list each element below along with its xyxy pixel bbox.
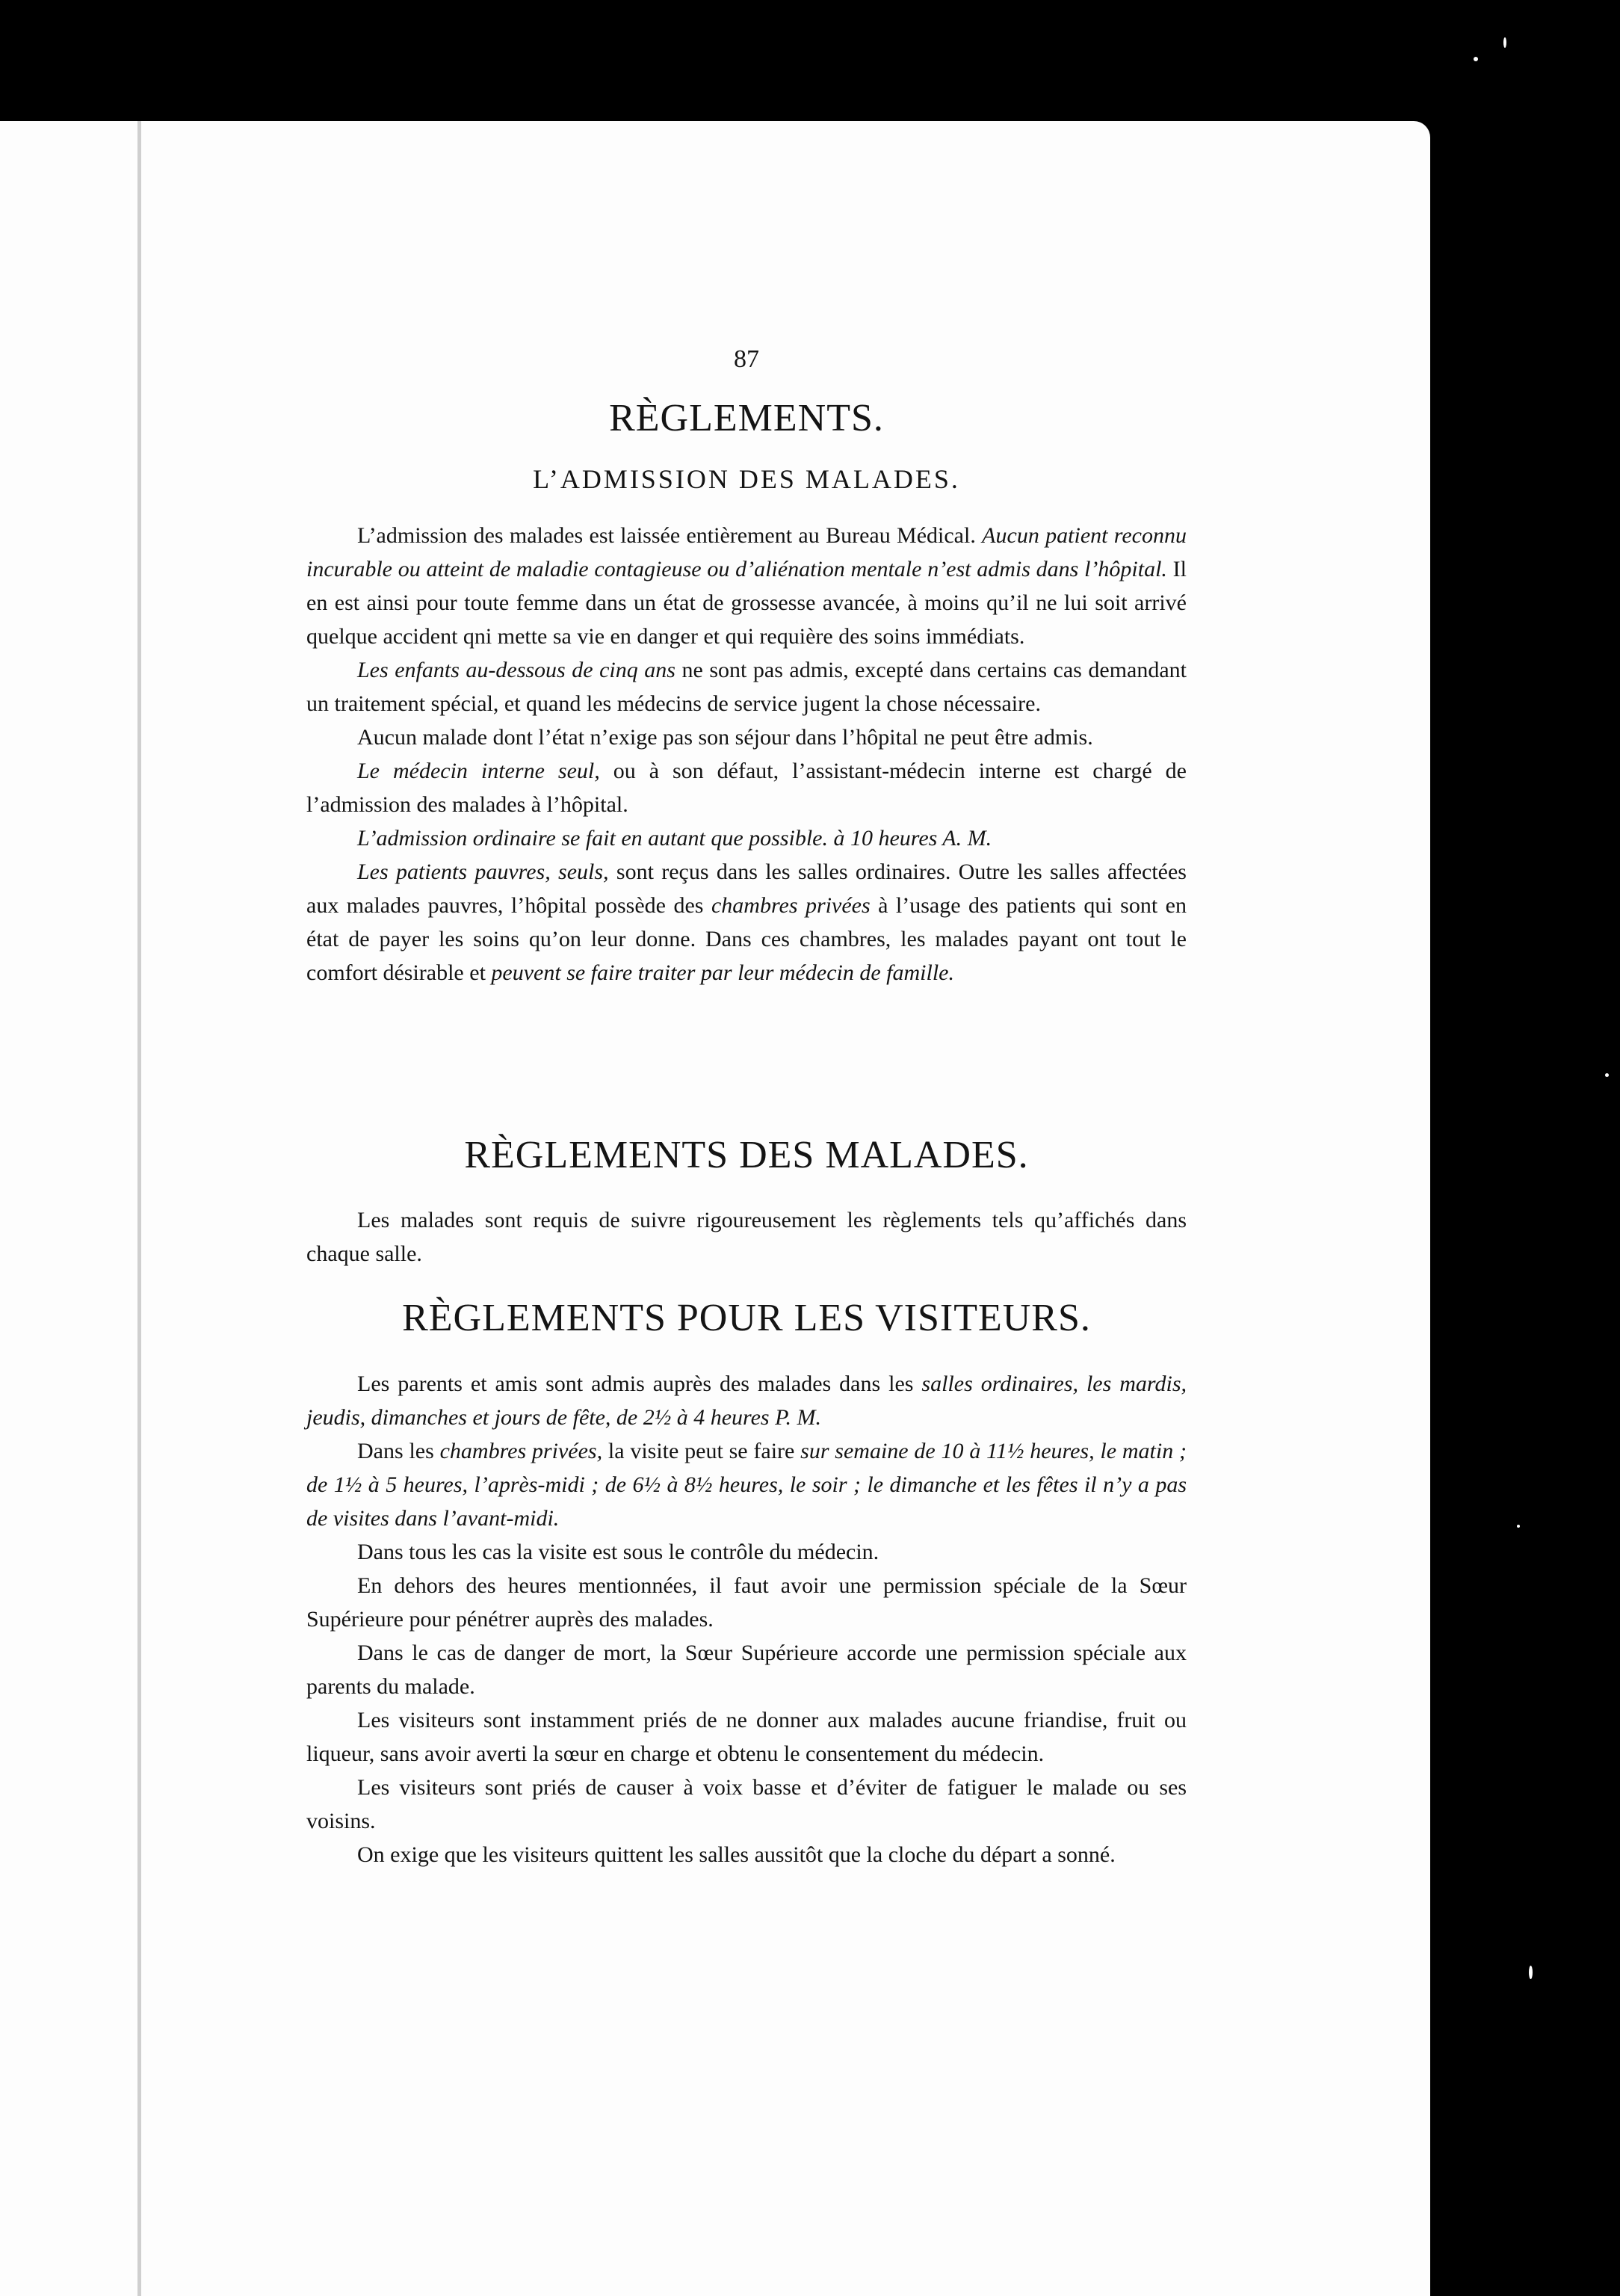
paragraph — [306, 1367, 1187, 1434]
text-run: Les parents et amis sont admis auprès des malades dans les — [357, 1371, 922, 1396]
paragraph — [306, 1434, 1187, 1535]
italic-run: sur semaine de 10 à 11½ heures, le matin ; de 1½ à 5 heures, l’après-midi ; de 6½ à 8½ heures, le soir ; le dimanche et les fêtes il n’y a pas de visites dans l’avant-midi. — [306, 1439, 1187, 1531]
scan-speck — [1503, 37, 1506, 48]
section-heading-visiteurs: RÈGLEMENTS POUR LES VISITEURS. — [402, 1297, 1091, 1339]
text-run: Les visiteurs sont instamment priés de ne donner aux malades aucune friandise, fruit ou liqueur, sans avoir averti la sœur en charge et obtenu le consentement du médecin. — [306, 1708, 1187, 1766]
text-run: Il en est ainsi pour toute femme dans un état de grossesse avancée, à moins qu’il ne lui soit arrivé quelque accident qni mette sa vie en danger et qui requière des soins immédiats. — [306, 557, 1187, 649]
text-run: Les visiteurs sont priés de causer à voix basse et d’éviter de fatiguer le malade ou ses voisins. — [306, 1775, 1187, 1833]
text-run: Dans tous les cas la visite est sous le contrôle du médecin. — [357, 1540, 879, 1564]
page-gutter-line — [137, 121, 141, 2296]
text-run: Les malades sont requis de suivre rigoureusement les règlements tels qu’affichés dans chaque salle. — [306, 1208, 1187, 1266]
italic-run: salles ordinaires, les mardis, jeudis, dimanches et jours de fête, de 2½ à 4 heures P. M. — [306, 1371, 1187, 1430]
text-run: Dans le cas de danger de mort, la Sœur Supérieure accorde une permission spéciale aux parents du malade. — [306, 1641, 1187, 1699]
paragraph — [306, 1569, 1187, 1636]
paragraph — [306, 754, 1187, 821]
italic-run: peuvent se faire traiter par leur médecin de famille. — [491, 960, 954, 985]
scan-speck — [1605, 1073, 1609, 1077]
paragraph — [306, 1703, 1187, 1771]
malades-section — [306, 1203, 1187, 1271]
text-run: En dehors des heures mentionnées, il faut avoir une permission spéciale de la Sœur Supérieure pour pénétrer auprès des malades. — [306, 1573, 1187, 1632]
text-run: ou à son défaut, l’assistant-médecin interne est chargé de l’admission des malades à l’hôpital. — [306, 759, 1187, 817]
paragraph — [306, 855, 1187, 990]
italic-run: chambres privées — [711, 893, 871, 918]
scan-speck — [1474, 57, 1478, 61]
paragraph — [306, 1771, 1187, 1838]
text-run: la visite peut se faire — [602, 1439, 801, 1463]
text-run: sont reçus dans les salles ordinaires. Outre les salles affectées aux malades pauvres, l’hôpital possède des — [306, 860, 1187, 918]
admission-section — [306, 519, 1187, 990]
paragraph — [306, 1203, 1187, 1271]
italic-run: Aucun patient reconnu incurable ou atteint de maladie contagieuse ou d’aliénation mentale n’est admis dans l’hôpital. — [306, 523, 1187, 581]
page-title: RÈGLEMENTS. — [609, 397, 884, 439]
italic-run: L’admission ordinaire se fait en autant que possible. à 10 heures A. M. — [357, 826, 992, 851]
text-run: L’admission des malades est laissée entièrement au Bureau Médical. — [357, 523, 983, 548]
italic-run: Les patients pauvres, seuls, — [357, 860, 609, 884]
visiteurs-section — [306, 1367, 1187, 1871]
italic-run: Le médecin interne seul, — [357, 759, 600, 783]
scan-speck — [1517, 1525, 1520, 1528]
paragraph — [306, 519, 1187, 653]
text-run: On exige que les visiteurs quittent les salles aussitôt que la cloche du départ a sonné. — [357, 1842, 1116, 1867]
page-number: 87 — [734, 345, 759, 373]
italic-run: Les enfants au-dessous de cinq ans — [357, 658, 675, 682]
text-run: ne sont pas admis, excepté dans certains cas demandant un traitement spécial, et quand les médecins de service jugent la chose nécessaire. — [306, 658, 1187, 716]
italic-run: chambres privées, — [439, 1439, 603, 1463]
section-heading-admission: L’ADMISSION DES MALADES. — [533, 464, 960, 494]
text-run: à l’usage des patients qui sont en état de payer les soins qu’on leur donne. Dans ces chambres, les malades payant ont tout le comfort désirable et — [306, 893, 1187, 985]
paragraph — [306, 1636, 1187, 1703]
scan-speck — [1529, 1966, 1533, 1979]
book-page — [0, 121, 1430, 2296]
paragraph — [306, 821, 1187, 855]
paragraph — [306, 653, 1187, 720]
paragraph — [306, 720, 1187, 754]
paragraph — [306, 1535, 1187, 1569]
text-run: Dans les — [357, 1439, 440, 1463]
text-run: Aucun malade dont l’état n’exige pas son séjour dans l’hôpital ne peut être admis. — [357, 725, 1093, 750]
section-heading-malades: RÈGLEMENTS DES MALADES. — [464, 1134, 1029, 1176]
paragraph — [306, 1838, 1187, 1871]
